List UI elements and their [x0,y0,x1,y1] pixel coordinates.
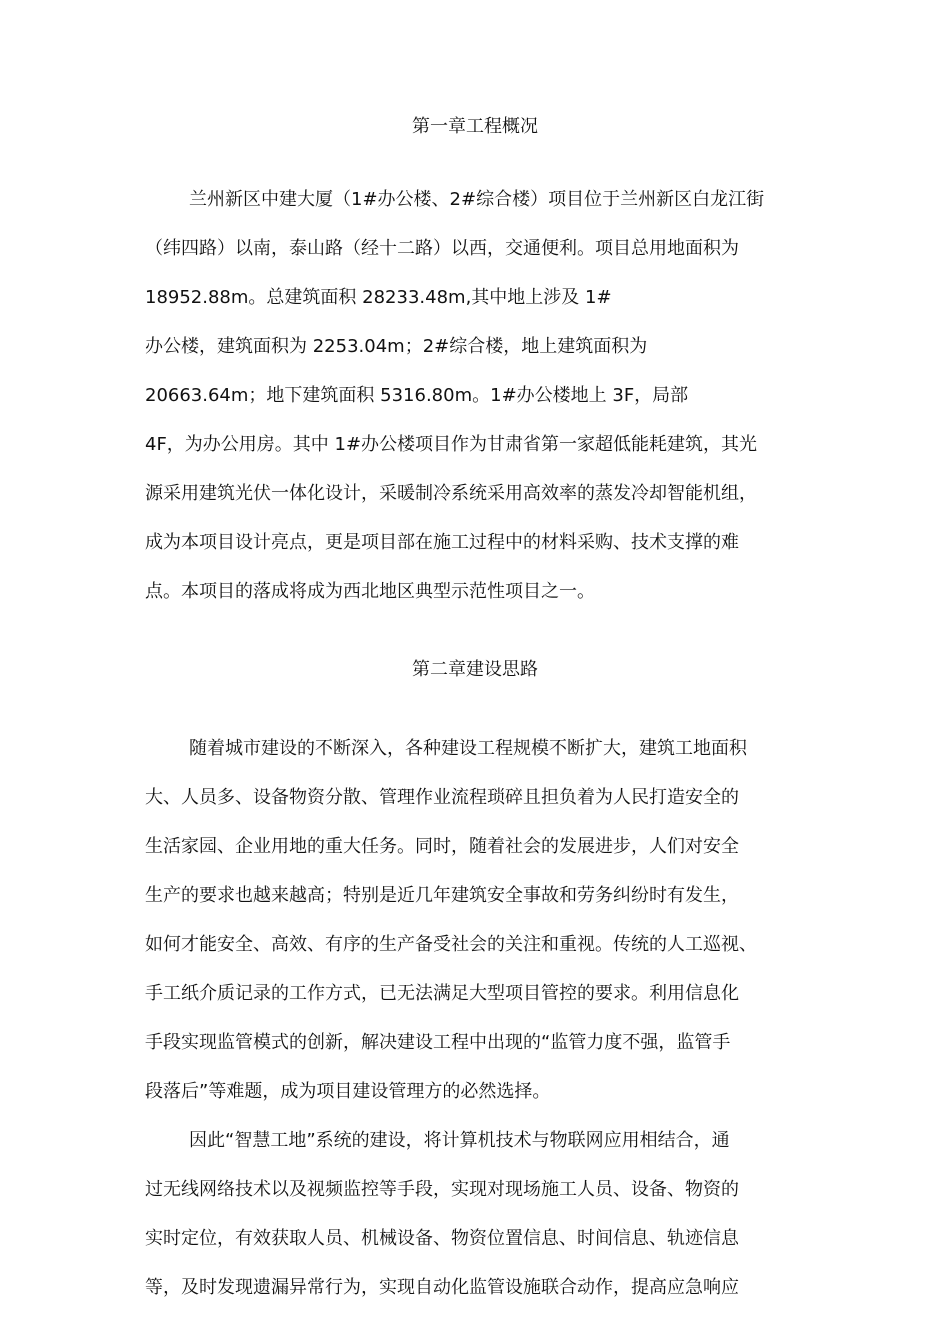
chapter-2-p1-line-1: 随着城市建设的不断深入，各种建设工程规模不断扩大，建筑工地面积 [189,738,747,759]
chapter-2-p1-line-5: 如何才能安全、高效、有序的生产备受社会的关注和重视。传统的人工巡视、 [145,934,757,955]
chapter-1-line-3: 18952.88m。总建筑面积 28233.48m,其中地上涉及 1# [145,287,612,308]
chapter-1-line-4: 办公楼，建筑面积为 2253.04m；2#综合楼，地上建筑面积为 [145,336,648,357]
chapter-2-p2-line-3: 实时定位，有效获取人员、机械设备、物资位置信息、时间信息、轨迹信息 [145,1228,739,1249]
chapter-2-p2-line-1: 因此“智慧工地”系统的建设，将计算机技术与物联网应用相结合，通 [189,1130,730,1151]
chapter-2-p1-line-4: 生产的要求也越来越高；特别是近几年建筑安全事故和劳务纠纷时有发生， [145,885,739,906]
chapter-2-title: 第二章建设思路 [412,659,538,680]
chapter-2-p1-line-6: 手工纸介质记录的工作方式，已无法满足大型项目管控的要求。利用信息化 [145,983,739,1004]
chapter-1-title: 第一章工程概况 [412,116,538,137]
chapter-1-line-1: 兰州新区中建大厦（1#办公楼、2#综合楼）项目位于兰州新区白龙江街 [189,189,765,210]
chapter-1-line-5: 20663.64m；地下建筑面积 5316.80m。1#办公楼地上 3F，局部 [145,385,689,406]
chapter-1-line-2: （纬四路）以南，泰山路（经十二路）以西，交通便利。项目总用地面积为 [145,238,739,259]
chapter-2-p1-line-3: 生活家园、企业用地的重大任务。同时，随着社会的发展进步，人们对安全 [145,836,739,857]
chapter-2-p1-line-2: 大、人员多、设备物资分散、管理作业流程琐碎且担负着为人民打造安全的 [145,787,739,808]
chapter-2-p2-line-2: 过无线网络技术以及视频监控等手段，实现对现场施工人员、设备、物资的 [145,1179,739,1200]
chapter-1-line-6: 4F，为办公用房。其中 1#办公楼项目作为甘肃省第一家超低能耗建筑，其光 [145,434,758,455]
chapter-1-line-8: 成为本项目设计亮点，更是项目部在施工过程中的材料采购、技术支撑的难 [145,532,739,553]
chapter-2-p1-line-7: 手段实现监管模式的创新，解决建设工程中出现的“监管力度不强，监管手 [145,1032,731,1053]
chapter-1-line-9: 点。本项目的落成将成为西北地区典型示范性项目之一。 [145,581,595,602]
chapter-1-line-7: 源采用建筑光伏一体化设计，采暖制冷系统采用高效率的蒸发冷却智能机组， [145,483,757,504]
chapter-2-p2-line-4: 等，及时发现遗漏异常行为，实现自动化监管设施联合动作，提高应急响应 [145,1277,739,1298]
chapter-2-p1-line-8: 段落后”等难题，成为项目建设管理方的必然选择。 [145,1081,551,1102]
